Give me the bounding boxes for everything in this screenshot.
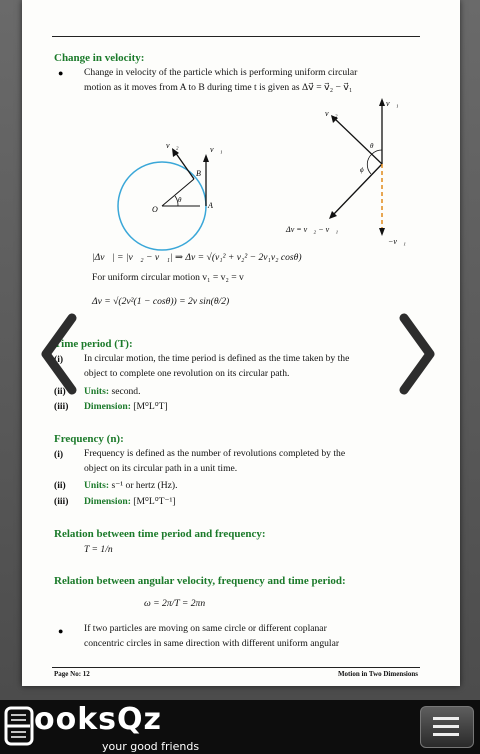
paragraph-time-period [84, 352, 404, 381]
item-value: [M⁰L⁰T⁻¹] [130, 496, 176, 507]
item-key: Units: [84, 480, 110, 491]
heading-frequency: Frequency (n): [54, 433, 124, 445]
text-line: object to complete one revolution on its circular path. [84, 367, 290, 379]
list-label: (ii) [54, 386, 66, 397]
arrowhead [203, 154, 209, 162]
item-key: Units: [84, 386, 110, 397]
label-a: A [208, 201, 213, 210]
bullet-icon: ● [58, 68, 64, 78]
footer-rule [52, 667, 420, 668]
chapter-title: Motion in Two Dimensions [337, 670, 418, 678]
label-v1: v⃗₁ [210, 145, 223, 154]
item-value: s⁻¹ or hertz (Hz). [109, 480, 178, 491]
formula-dv-simplified: Δv = √(2v²(1 − cosθ)) = 2v sin(θ/2) [92, 296, 230, 307]
brand-name: ooksQz [34, 702, 162, 737]
arrowhead [379, 98, 385, 106]
formula-dv-magnitude: |Δv⃗| = |v⃗₂ − v⃗₁| ⇒ Δv = √(v₁² + v₂² − 2v₁v₂ cosθ) [92, 252, 302, 263]
menu-button[interactable] [420, 706, 474, 748]
time-period-units [84, 386, 141, 397]
list-label: (i) [54, 449, 64, 460]
theta-arc-right [372, 150, 382, 154]
phi-arc [367, 154, 372, 174]
label-v2-right: v⃗₂ [325, 109, 338, 118]
item-value: [M⁰L⁰T] [130, 401, 168, 412]
label-theta-right: θ [370, 142, 374, 150]
label-dv: Δv = v⃗₂ − v⃗₁ [286, 225, 339, 234]
text-line: If two particles are moving on same circle or different coplanar [84, 623, 327, 634]
frequency-units [84, 480, 177, 491]
menu-icon [433, 725, 459, 728]
list-label: (iii) [54, 496, 69, 507]
formula-omega: ω = 2π/T = 2πn [144, 598, 206, 609]
arrowhead [379, 228, 385, 236]
bullet-icon: ● [58, 626, 64, 636]
next-page-button[interactable] [394, 312, 438, 396]
item-key: Dimension: [84, 496, 131, 507]
label-o: O [152, 205, 158, 214]
brand-logo [4, 700, 204, 754]
velocity-diagram [82, 96, 422, 252]
menu-icon [433, 717, 459, 720]
list-label: (iii) [54, 401, 69, 412]
formula-uniform-motion: For uniform circular motion v₁ = v₂ = v [92, 272, 244, 283]
time-period-dimension [84, 401, 168, 412]
label-theta: θ [178, 196, 182, 204]
heading-change-in-velocity: Change in velocity: [54, 52, 145, 64]
paragraph-change-in-velocity [84, 66, 404, 95]
chevron-left-icon [38, 312, 82, 396]
book-b-icon [4, 706, 36, 746]
v2-vector-right [334, 118, 382, 164]
text-line: motion as it moves from A to B during time t is given as Δv⃗ = v⃗₂ − v⃗₁ [84, 81, 353, 93]
label-b: B [196, 169, 201, 178]
text-line: object on its circular path in a unit time. [84, 462, 238, 474]
list-label: (i) [54, 354, 64, 365]
paragraph-two-particles [84, 622, 404, 651]
page-number: Page No: 12 [54, 670, 90, 678]
label-phi: ϕ [360, 166, 364, 174]
item-key: Dimension: [84, 401, 131, 412]
chevron-right-icon [394, 312, 438, 396]
formula-t-equals-1-over-n: T = 1/n [84, 544, 113, 555]
text-line: concentric circles in same direction with different uniform angular [84, 637, 340, 649]
menu-icon [433, 733, 459, 736]
frequency-dimension [84, 496, 176, 507]
label-v2: v⃗₂ [166, 141, 179, 150]
previous-page-button[interactable] [38, 312, 82, 396]
top-rule [52, 36, 420, 37]
label-neg-v1: −v⃗₁ [388, 237, 406, 246]
heading-time-period: Time period (T): [54, 338, 133, 350]
paragraph-frequency [84, 447, 404, 476]
item-value: second. [109, 386, 141, 397]
brand-tagline: your good friends [102, 740, 200, 753]
heading-relation-omega: Relation between angular velocity, frequency and time period: [54, 575, 346, 587]
text-line: In circular motion, the time period is defined as the time taken by the [84, 353, 350, 364]
label-v1-right: v⃗₁ [386, 99, 399, 108]
text-line: Frequency is defined as the number of revolutions completed by the [84, 448, 346, 459]
text-line: Change in velocity of the particle which is performing uniform circular [84, 67, 358, 78]
dv-vector [332, 164, 382, 216]
list-label: (ii) [54, 480, 66, 491]
heading-relation-t-n: Relation between time period and frequency: [54, 528, 266, 540]
